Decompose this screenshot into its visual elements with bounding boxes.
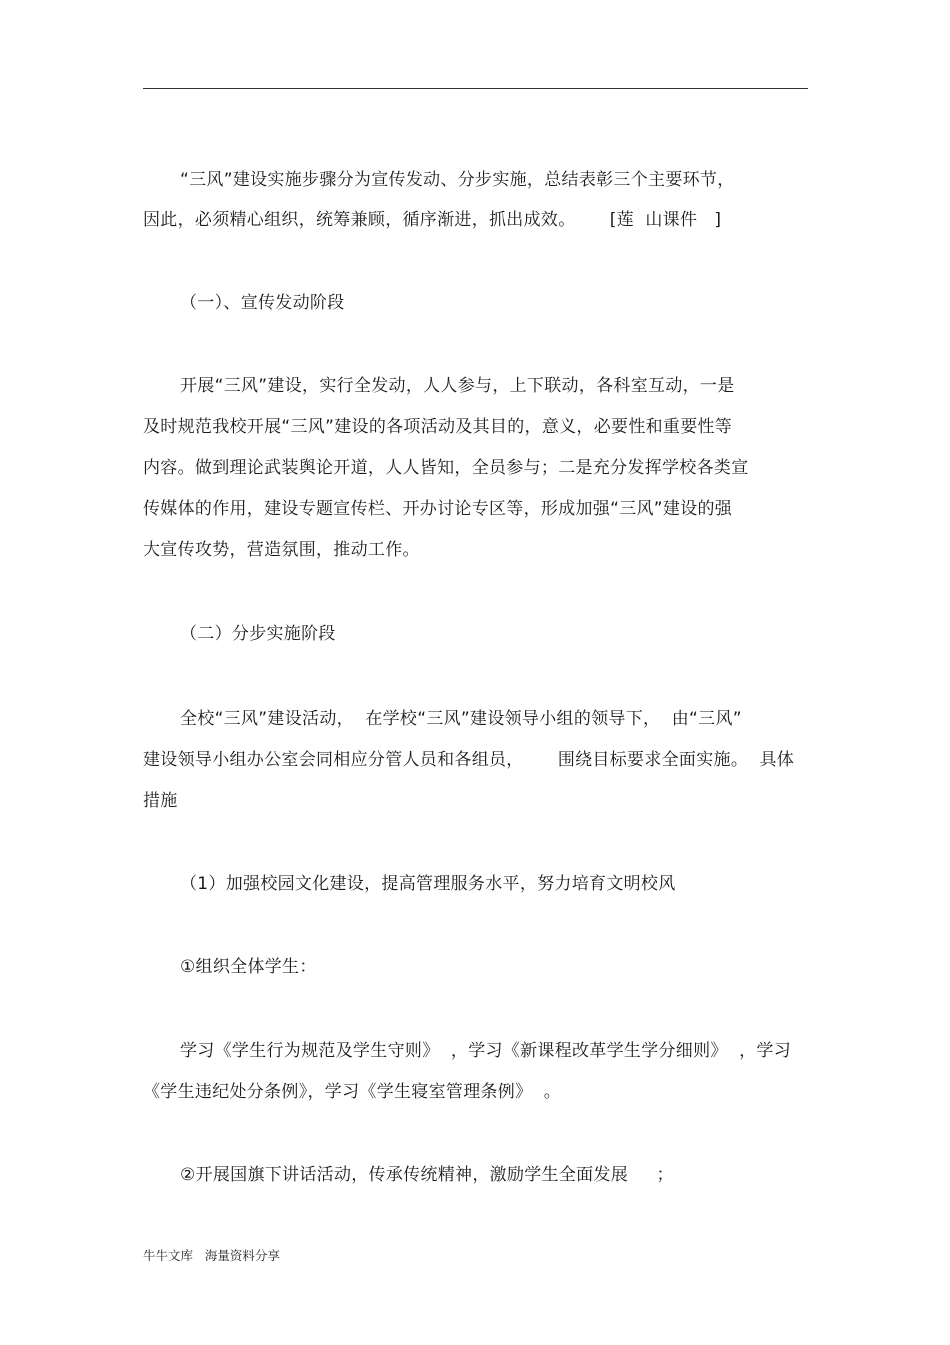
measure-item-1: ①组织全体学生： — [180, 957, 317, 977]
header-rule — [143, 88, 808, 89]
paragraph-publicity-line-1: 开展“三风”建设，实行全发动，人人参与，上下联动，各科室互动，一是 — [180, 376, 735, 396]
paragraph-implementation-line-3: 措施 — [143, 791, 178, 811]
paragraph-publicity-line-5: 大宣传攻势，营造氛围，推动工作。 — [143, 540, 420, 560]
paragraph-study-line-2: 《学生违纪处分条例》，学习《学生寝室管理条例》 。 — [143, 1082, 562, 1102]
section-heading-1: （一）、宣传发动阶段 — [180, 293, 345, 313]
paragraph-implementation-line-1: 全校“三风”建设活动， 在学校“三风”建设领导小组的领导下， 由“三风” — [180, 709, 742, 729]
measure-item-2: ②开展国旗下讲话活动，传承传统精神，激励学生全面发展 ； — [180, 1165, 674, 1185]
paragraph-publicity-line-2: 及时规范我校开展“三风”建设的各项活动及其目的，意义，必要性和重要性等 — [143, 417, 733, 437]
paragraph-study-line-1: 学习《学生行为规范及学生守则》 ，学习《新课程改革学生学分细则》 ，学习 — [180, 1041, 792, 1061]
paragraph-publicity-line-3: 内容。做到理论武装舆论开道，人人皆知，全员参与；二是充分发挥学校各类宣 — [143, 458, 749, 478]
paragraph-intro-line-2: 因此，必须精心组织，统筹兼顾，循序渐进，抓出成效。 [莲 山课件 ] — [143, 210, 722, 230]
paragraph-publicity-line-4: 传媒体的作用，建设专题宣传栏、开办讨论专区等，形成加强“三风”建设的强 — [143, 499, 733, 519]
section-heading-2: （二）分步实施阶段 — [180, 624, 336, 644]
paragraph-intro-line-1: “三风”建设实施步骤分为宣传发动、分步实施，总结表彰三个主要环节， — [180, 170, 735, 190]
page-footer: 牛牛文库 海量资料分享 — [143, 1248, 280, 1263]
paragraph-implementation-line-2: 建设领导小组办公室会同相应分管人员和各组员， 围绕目标要求全面实施。 具体 — [143, 750, 795, 770]
measure-heading-1: （1）加强校园文化建设，提高管理服务水平，努力培育文明校风 — [180, 874, 676, 894]
